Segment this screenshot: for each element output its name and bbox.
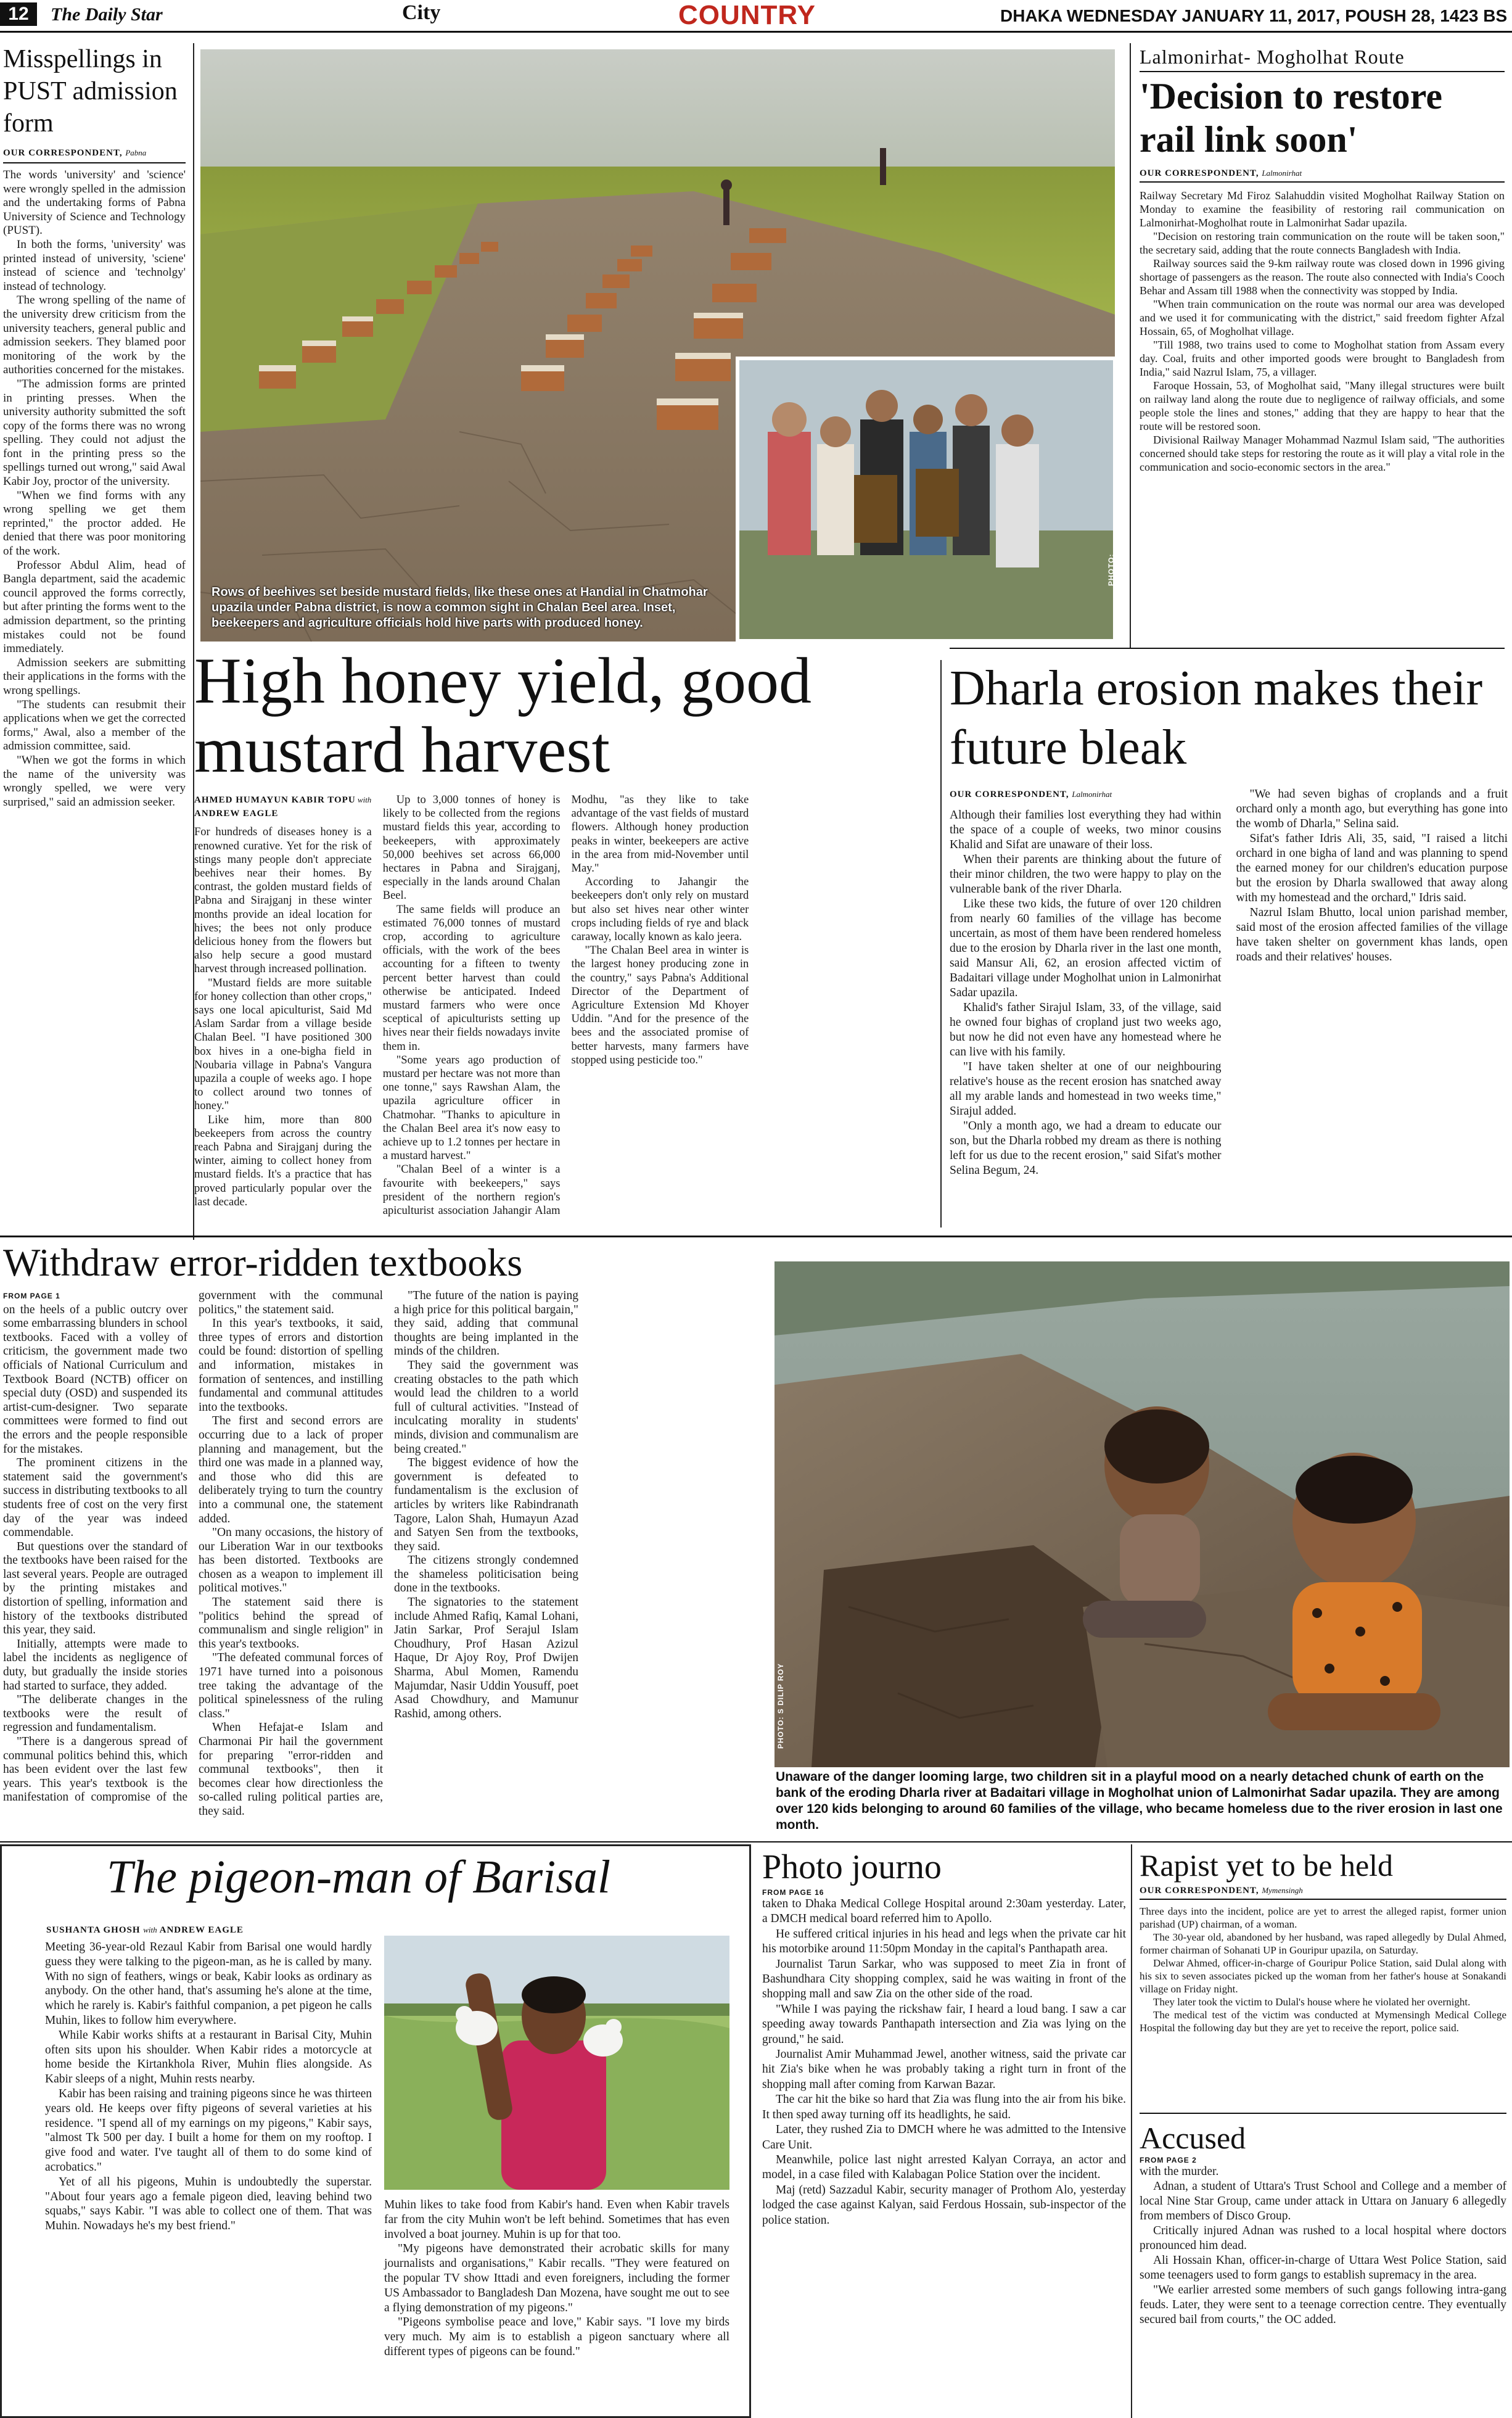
dharla-story bbox=[950, 659, 1508, 1232]
column-rule bbox=[1131, 1844, 1132, 2418]
section-rule bbox=[0, 1841, 1512, 1842]
paragraph: Faroque Hossain, 53, of Mogholhat said, "Many illegal structures were built on railway land along the route due to negligence of railway officials, and some people stole the lines and stones," adding that they are happy to hear that the route will be restored soon. bbox=[1140, 379, 1505, 432]
dharla-byline: OUR CORRESPONDENT, Lalmonirhat bbox=[950, 790, 1112, 799]
column-rule bbox=[1130, 43, 1131, 648]
paragraph: "Pigeons symbolise peace and love," Kabir says. "I love my birds very much. My aim is to establish a pigeon sanctuary where all different types of pigeons can be found." bbox=[384, 2316, 729, 2358]
paragraph: taken to Dhaka Medical College Hospital around 2:30am yesterday. Later, a DMCH medical board referred him to Apollo. bbox=[762, 1897, 1126, 1926]
page-number: 12 bbox=[0, 2, 37, 26]
honey-byline: AHMED HUMAYUN KABIR TOPU with ANDREW EAGLE bbox=[194, 795, 372, 819]
paragraph: "Some years ago production of mustard per hectare was not more than one tonne," says Rawshan Alam, the upazila agriculture officer in Chatmohar. "Thanks to apiculture in the Chalan Beel area it's now easy to achieve up to 1.2 tonnes per hectare in a mustard harvest." bbox=[382, 1054, 561, 1163]
paragraph: Like him, more than 800 beekeepers from across the country reach Pabna and Sirajganj during the winter, aiming to collect honey from mustard fields. It's a practice that has proved particularly popular over the last decade. bbox=[194, 1113, 372, 1208]
rapist-byline: OUR CORRESPONDENT, Mymensingh bbox=[1140, 1886, 1303, 1896]
paragraph: Maj (retd) Sazzadul Kabir, security manager of Prothom Alo, yesterday lodged the case against Kalyan, said Ferdous Hossain, sub-inspector of the police station. bbox=[762, 2183, 1126, 2227]
photojourno-body bbox=[762, 1897, 1126, 2228]
textbooks-body bbox=[3, 1289, 774, 1820]
paragraph: Delwar Ahmed, officer-in-charge of Gouripur Police Station, said Dulal along with his six to seven associates picked up the woman from her father's house at Sonakandi village on Friday night. bbox=[1140, 1957, 1506, 1995]
paragraph: "My pigeons have demonstrated their acrobatic skills for many journalists and organisations," Kabir recalls. "They were featured on the popular TV show Ittadi and even foreigners, including the former US Ambassador to Bangladesh Dan Mozena, have sought me out to see a flying demonstration of my pigeons." bbox=[384, 2242, 729, 2314]
pigeon-man-photo bbox=[384, 1936, 729, 2190]
masthead-rule bbox=[0, 31, 1512, 33]
paragraph: with the murder. bbox=[1140, 2165, 1219, 2178]
paragraph: When their parents are thinking about the future of their minor children, the two were happy to play on the vulnerable bank of the river Dharla. bbox=[950, 853, 1222, 896]
paragraph: "The defeated communal forces of 1971 have turned into a poisonous tree taking the advantage of the political spinelessness of the ruling class." bbox=[199, 1651, 383, 1720]
dharla-body bbox=[950, 787, 1508, 1200]
paragraph: "Decision on restoring train communication on the route will be taken soon," the secretary said, adding that the route connects Bangladesh with India. bbox=[1140, 230, 1505, 256]
rule bbox=[1140, 2113, 1506, 2114]
kids-photo bbox=[774, 1261, 1510, 1767]
photojourno-story bbox=[762, 1847, 1126, 2418]
paragraph: "Only a month ago, we had a dream to educate our son, but the Dharla robbed my dream as there is nothing left for us due to the recent erosion," said Sifat's mother Selina Begum, 24. bbox=[950, 1120, 1222, 1177]
section-country: COUNTRY bbox=[678, 0, 816, 30]
pust-byline: OUR CORRESPONDENT, Pabna bbox=[3, 148, 147, 158]
dharla-headline: Dharla erosion makes their future bleak bbox=[950, 661, 1483, 775]
paragraph: Adnan, a student of Uttara's Trust School and College and a member of local Nine Star Group, came under attack in Uttara on January 6 allegedly from members of Disco Group. bbox=[1140, 2180, 1506, 2222]
paragraph: "There is a dangerous spread of communal politics behind this, which has been evident over the last few years. This year's textbook is the manifestation of compromise of the government with the communal politics," the statement said. bbox=[3, 1289, 383, 1804]
paragraph: "The students can resubmit their applications when we get the corrected forms," Awal, also a member of the admission committee, said. bbox=[3, 698, 186, 753]
paragraph: Sifat's father Idris Ali, 35, said, "I raised a litchi orchard in one bigha of land and was planning to spend the earned money for our children's education purpose but the erosion by Dharla swallowed that away along with my homestead and the orchard," Idris said. bbox=[1236, 832, 1508, 904]
textbooks-story bbox=[3, 1241, 774, 1827]
honey-story bbox=[194, 646, 937, 1229]
section-city: City bbox=[402, 1, 441, 24]
paragraph: They later took the victim to Dulal's house where he violated her overnight. bbox=[1153, 1996, 1471, 2008]
paragraph: Nazrul Islam Bhutto, local union parishad member, said most of the erosion affected families of the village have taken shelter on government khas lands, open roads and their relatives' houses. bbox=[1236, 906, 1508, 963]
paragraph: For hundreds of diseases honey is a renowned curative. Yet for the risk of stings many people don't appreciate beehives near their homes. By contrast, the golden mustard fields of Pabna and Sirajganj in these winter months provide an ideal location for hives; the bees not only produce delicious honey from the flowers but also help secure a good mustard harvest through increased pollination. bbox=[194, 826, 372, 976]
section-rule bbox=[0, 1236, 1512, 1237]
paragraph: "The admission forms are printed in printing presses. When the university authority submitted the soft copy of the forms there was no wrong spelling. They could not adjust the font in the printing press so the spellings turned out wrong," said Awal Kabir Joy, proctor of the university. bbox=[3, 377, 186, 489]
paragraph: "Mustard fields are more suitable for honey collection than other crops," says one local apiculturist, Said Md Aslam Sardar from a village beside Chalan Beel. "I have positioned 300 box hives in a one-bigha field in Noubaria village in Pabna's Vangura upazila a couple of weeks ago. I hope to collect around two tonnes of honey." bbox=[194, 976, 372, 1113]
honey-headline: High honey yield, good mustard harvest bbox=[194, 645, 811, 786]
beehive-field-image bbox=[200, 49, 1115, 642]
paragraph: According to Jahangir the beekeepers don't only rely on mustard but also set hives near other winter crops including fields of rye and black caraway, locally known as kalo jeera. bbox=[571, 876, 749, 944]
paragraph: Muhin likes to take food from Kabir's hand. Even when Kabir travels far from the city Muhin won't be left behind. Sometimes that has even involved a boat journey. Muhin is up for that too. bbox=[384, 2198, 729, 2241]
accused-headline: Accused bbox=[1140, 2121, 1246, 2155]
column-rule bbox=[940, 660, 942, 1228]
paragraph: "The deliberate changes in the textbooks were the result of regression and fundamentalism. bbox=[3, 1693, 187, 1735]
photojourno-headline: Photo journo bbox=[762, 1848, 942, 1886]
honey-body bbox=[194, 793, 937, 1225]
paragraph: "When we got the forms in which the name of the university was wrongly spelled, we were very surprised," said an admission seeker. bbox=[3, 753, 186, 809]
paragraph: Up to 3,000 tonnes of honey is likely to be collected from the regions mustard fields this year, according to beekeepers, with approximately 50,000 beehives set across 66,000 hectares in Pabna and Sirajganj, especially in the lands around Chalan Beel. bbox=[382, 794, 561, 902]
pust-story bbox=[3, 43, 186, 1228]
paragraph: Railway Secretary Md Firoz Salahuddin visited Mogholhat Railway Station on Monday to examine the feasibility of restoring rail communication on Lalmonirhat-Mogholhat route in Lalmonirhat Sadar upazila. bbox=[1140, 189, 1505, 229]
rule bbox=[950, 648, 1505, 649]
paragraph: Later, they rushed Zia to DMCH where he was admitted to the Intensive Care Unit. bbox=[762, 2123, 1126, 2152]
paragraph: When Hefajat-e Islam and Charmonai Pir hail the government for preparing "error-ridden and communal textbooks", then it becomes clear how directionless the so-called ruling political parties are, they said. bbox=[199, 1721, 383, 1818]
rail-headline: 'Decision to restore rail link soon' bbox=[1140, 76, 1442, 160]
paragraph: Kabir has been raising and training pigeons since he was thirteen years old. He keeps over fifty pigeons of several varieties at his residence. "I spend all of my earnings on my pigeons," Kabir says, "almost Tk 500 per day. I built a home for them on my rooftop. I give food and water. I've taught all of them to do some kind of acrobatics." bbox=[45, 2087, 372, 2174]
paragraph: The 30-year old, abandoned by her husband, was raped allegedly by Dulal Ahmed, former chairman of Sohanati UP in Gouripur upazila, on Saturday. bbox=[1140, 1931, 1506, 1956]
paragraph: Journalist Amir Muhammad Jewel, another witness, said the private car hit Zia's bike when he was probably taking a right turn in front of the shopping mall after coming from Karwan Bazar. bbox=[762, 2048, 1126, 2091]
paragraph: The statement said there is "politics behind the spread of communalism and single religion" in this year's textbooks. bbox=[199, 1596, 383, 1651]
accused-body bbox=[1140, 2164, 1506, 2327]
rail-byline: OUR CORRESPONDENT, Lalmonirhat bbox=[1140, 168, 1302, 178]
pigeon-body-column-2 bbox=[384, 2198, 729, 2417]
paragraph: Although their families lost everything they had within the space of a couple of weeks, two minor cousins Khalid and Sifat are unaware of their loss. bbox=[950, 809, 1222, 851]
paragraph: The wrong spelling of the name of the university drew criticism from the university teachers, general public and admission seekers. They blamed poor monitoring of the work by the authorities concerned for the mistakes. bbox=[3, 294, 186, 377]
paragraph: In this year's textbooks, it said, three types of errors and distortion could be found: distortion of spelling and information, mistakes in formation of sentences, and instilling fundamental and communal attitudes into the textbooks. bbox=[199, 1317, 383, 1414]
paragraph: Journalist Tarun Sarkar, who was supposed to meet Zia in front of Bashundhara City shopping complex, said he was waiting in front of the shopping mall and saw Zia on the other side of the road. bbox=[762, 1957, 1126, 2001]
pust-headline: Misspellings in PUST admission form bbox=[3, 45, 178, 138]
rail-body bbox=[1140, 189, 1505, 474]
paragraph: Ali Hossain Khan, officer-in-charge of Uttara West Police Station, said some teenagers used to form gangs to establish supremacy in the area. bbox=[1140, 2254, 1506, 2282]
paragraph: "While I was paying the rickshaw fair, I heard a loud bang. I saw a car speeding away towards Panthapath intersection and Zia was lying on the ground," he said. bbox=[762, 2002, 1126, 2046]
pigeon-byline: SUSHANTA GHOSH with ANDREW EAGLE bbox=[46, 1925, 244, 1935]
paragraph: The first and second errors are occurring due to a lack of proper planning and management, but the third one was made in a planned way, and those who did this are deliberately trying to turn the country into a communal one, the statement added. bbox=[199, 1414, 383, 1525]
rail-kicker: Lalmonirhat- Mogholhat Route bbox=[1140, 46, 1405, 68]
paragraph: Divisional Railway Manager Mohammad Nazmul Islam said, "The authorities concerned should take steps for restoring the route as it will play a vital role in the communication and socio-economic sectors in the area." bbox=[1140, 434, 1505, 473]
beehives-photo bbox=[200, 49, 1124, 642]
paragraph: In both the forms, 'university' was printed instead of university, 'sciene' instead of science and 'technolgy' instead of technology. bbox=[3, 237, 186, 293]
paragraph: The citizens strongly condemned the shameless politicisation being done in the textbooks. bbox=[394, 1554, 578, 1595]
textbooks-from-page: FROM PAGE 1 bbox=[3, 1292, 60, 1300]
paragraph: While Kabir works shifts at a restaurant in Barisal City, Muhin often sits upon his shoulder. When Kabir rides a motorcycle at home beside the Kirtankhola River, Muhin flies alongside. As Kabir sleeps of a night, Muhin rests nearby. bbox=[45, 2028, 372, 2086]
paragraph: "The future of the nation is paying a high price for this political bargain," they said, adding that communal thoughts are being implanted in the minds of the children. bbox=[394, 1289, 578, 1358]
paragraph: They said the government was creating obstacles to the path which would lead the children to a world full of cultural activities. "Instead of inculcating morality in students' minds, division and communalism are being created." bbox=[394, 1358, 578, 1456]
paragraph: "I have taken shelter at one of our neighbouring relative's house as the recent erosion has snatched away all my arable lands and homestead in two weeks time," Sirajul added. bbox=[950, 1060, 1222, 1118]
paragraph: Like these two kids, the future of over 120 children from nearly 60 families of the village has become uncertain, as most of them have been rendered homeless due to the erosion by Dharla river in the last one month, said Mansur Ali, 62, an erosion affected victim of Badaitari village under Mogholhat union in Lalmonirhat Sadar upazila. bbox=[950, 897, 1222, 999]
rail-story bbox=[1140, 46, 1505, 638]
paragraph: He suffered critical injuries in his head and legs when the private car hit his motorbike around 11:50pm Monday in the capital's Panthapath area. bbox=[762, 1927, 1126, 1956]
paragraph: The car hit the bike so hard that Zia was flung into the air from his bike. It then sped away turning off its headlights, he said. bbox=[762, 2093, 1126, 2121]
paragraph: "The Chalan Beel area in winter is the largest honey producing zone in the country," says Pabna's Additional Director of the Department of Agriculture Extension Md Khoyer Uddin. "And for the presence of the bees and the associated promise of better harvests, many farmers have stopped using pesticide too." bbox=[571, 944, 749, 1067]
paragraph: "Till 1988, two trains used to come to Mogholhat station from Assam every day. Coal, fruits and other imported goods were brought to Bangladesh from India," said Nazrul Islam, 75, a villager. bbox=[1140, 339, 1505, 378]
textbooks-headline: Withdraw error-ridden textbooks bbox=[3, 1240, 523, 1284]
paragraph: Meanwhile, police last night arrested Kalyan Corraya, an actor and model, in a case filed with Kalabagan Police Station over the incident. bbox=[762, 2153, 1126, 2182]
honey-photo-caption: Rows of beehives set beside mustard fields, like these ones at Handial in Chatmohar upazila under Pabna district, is now a common sight in Chalan Beel area. Inset, beekeepers and agriculture officials hold hive parts with produced honey. bbox=[212, 585, 708, 630]
honey-photo-credit: PHOTO: STAR bbox=[1107, 553, 1124, 586]
paragraph: The signatories to the statement include Ahmed Rafiq, Kamal Lohani, Jatin Sarkar, Prof Serajul Islam Choudhury, Prof Hasan Azizul Haque, Dr Ajoy Roy, Prof Dwijen Sharma, Abul Momen, Ramendu Majumdar, Nasir Uddin Yousuff, poet Asad Chowdhury, and Mamunur Rashid, among others. bbox=[394, 1596, 578, 1720]
paragraph: The medical test of the victim was conducted at Mymensingh Medical College Hospital the following day but they are yet to receive the report, police said. bbox=[1140, 2009, 1506, 2034]
paragraph: "Chalan Beel of a winter is a favourite with beekeepers," says president of the northern region's apiculturist association Jahangir Alam Modhu, "as they like to take advantage of the vast fields of mustard flowers. Although honey production peaks in winter, beekeepers are active in the area from mid-November until May." bbox=[382, 794, 749, 1218]
kids-photo-caption: Unaware of the danger looming large, two children sit in a playful mood on a nearly detached chunk of earth on the bank of the eroding Dharla river at Badaitari village in Mogholhat union of Lalmonirhat Sadar upazila. They are among over 120 kids belonging to around 60 families of the village, who became homeless due to the river erosion in last one month. bbox=[776, 1770, 1503, 1832]
paragraph: Professor Abdul Alim, head of Bangla department, said the academic council approved the forms correctly, but after printing the forms went to the admission department, so the printing mistakes could not be found immediately. bbox=[3, 558, 186, 656]
paragraph: Railway sources said the 9-km railway route was closed down in 1996 giving shortage of passengers as the reason. The route also connected with India's Cooch Behar and Assam till 1988 when the connectivity was stopped by India. bbox=[1140, 257, 1505, 297]
paragraph: "When we find forms with any wrong spelling we get them reprinted," the proctor added. He denied that there was poor monitoring of the work. bbox=[3, 489, 186, 558]
photojourno-from-page: FROM PAGE 16 bbox=[762, 1888, 824, 1897]
dateline: DHAKA WEDNESDAY JANUARY 11, 2017, POUSH 28, 1423 BS bbox=[1000, 6, 1508, 25]
paragraph: But questions over the standard of the textbooks have been raised for the last several years. People are outraged by the printing mistakes and distortion of spelling, information and history of the textbooks distributed this year, they said. bbox=[3, 1540, 187, 1637]
pigeon-body-column-1 bbox=[45, 1940, 372, 2415]
rapist-headline: Rapist yet to be held bbox=[1140, 1848, 1394, 1883]
paragraph: Admission seekers are submitting their applications in the forms with the wrong spellings. bbox=[3, 656, 186, 697]
newspaper-logo: The Daily Star bbox=[51, 4, 163, 25]
pigeon-man-image bbox=[384, 1936, 729, 2190]
paragraph: Initially, attempts were made to label the incidents as negligence of duty, but gradually the inside stories had started to surface, they added. bbox=[3, 1637, 187, 1693]
paragraph: "When train communication on the route was normal our area was developed and we used it for communicating with the district," said freedom fighter Afzal Hossain, 65, of Mogholhat village. bbox=[1140, 298, 1505, 337]
pigeon-story bbox=[0, 1844, 751, 2418]
paragraph: The prominent citizens in the statement said the government's success in distributing textbooks to all students free of cost on the very first day of the year was indeed commendable. bbox=[3, 1456, 187, 1540]
paragraph: Yet of all his pigeons, Muhin is undoubtedly the superstar. "About four years ago a female pigeon died, leaving behind two squabs," says Kabir. "I was able to collect one of them. That was Muhin. Nowadays he's my best friend." bbox=[45, 2175, 372, 2233]
paragraph: The words 'university' and 'science' were wrongly spelled in the admission and the undertaking forms of Pabna University of Science and Technology (PUST). bbox=[3, 168, 186, 237]
pust-body bbox=[3, 168, 186, 809]
paragraph: "On many occasions, the history of our Liberation War in our textbooks has been distorted. Textbooks are chosen as a weapon to implement ill political motives." bbox=[199, 1526, 383, 1595]
paragraph: on the heels of a public outcry over some embarrassing blunders in school textbooks. Faced with a volley of criticism, the government made two officials of National Curriculum and Textbook Board (NCTB) officer on special duty (OSD) and suspended its artist-cum-designer. Two separate committees were formed to find out the errors and the people responsible for the mistakes. bbox=[3, 1303, 187, 1456]
accused-story bbox=[1140, 2120, 1506, 2418]
accused-from-page: FROM PAGE 2 bbox=[1140, 2156, 1197, 2164]
paragraph: Three days into the incident, police are yet to arrest the alleged rapist, former union parishad (UP) chairman, of a woman. bbox=[1140, 1905, 1506, 1930]
rapist-body bbox=[1140, 1905, 1506, 2034]
kids-photo-credit: PHOTO: S DILIP ROY bbox=[776, 1663, 785, 1749]
paragraph: Critically injured Adnan was rushed to a local hospital where doctors pronounced him dead. bbox=[1140, 2224, 1506, 2252]
paragraph: The same fields will produce an estimated 76,000 tonnes of mustard crop, according to agriculture officials, with the work of the bees accounting for a fifteen to twenty percent better harvest than could otherwise be anticipated. Indeed mustard farmers who were once sceptical of apiculturists setting up hives near their fields nowadays invite them in. bbox=[382, 903, 561, 1053]
pigeon-headline: The pigeon-man of Barisal bbox=[107, 1851, 610, 1903]
children-riverbank-image bbox=[774, 1261, 1510, 1767]
paragraph: Meeting 36-year-old Rezaul Kabir from Barisal one would hardly guess they were talking to the pigeon-man, as he is called by many. With no sign of feathers, wings or beak, Kabir looks as ordinary as anybody. On the other hand, that's assuming he's alone at the time, which he rarely is. Kabir's faithful companion, a pet pigeon he calls Muhin, likes to follow him everywhere. bbox=[45, 1941, 372, 2027]
masthead bbox=[0, 0, 1512, 31]
paragraph: "We had seven bighas of croplands and a fruit orchard only a month ago, but everything has gone into the womb of Dharla," Selina said. bbox=[1236, 788, 1508, 830]
paragraph: Khalid's father Sirajul Islam, 33, of the village, said he owned four bighas of cropland just two weeks ago, but now he did not even have any homestead where he can live with his family. bbox=[950, 1001, 1222, 1058]
paragraph: The biggest evidence of how the government is defeated to fundamentalism is the exclusion of articles by writers like Rabindranath Tagore, Lalon Shah, Humayun Azad and Satyen Sen from the textbooks, they said. bbox=[394, 1456, 578, 1553]
rapist-story bbox=[1140, 1847, 1506, 2113]
paragraph: "We earlier arrested some members of such gangs following intra-gang feuds. Later, they were sent to a teenage correction centre. They eventually secured bail from courts," the OC added. bbox=[1140, 2284, 1506, 2326]
